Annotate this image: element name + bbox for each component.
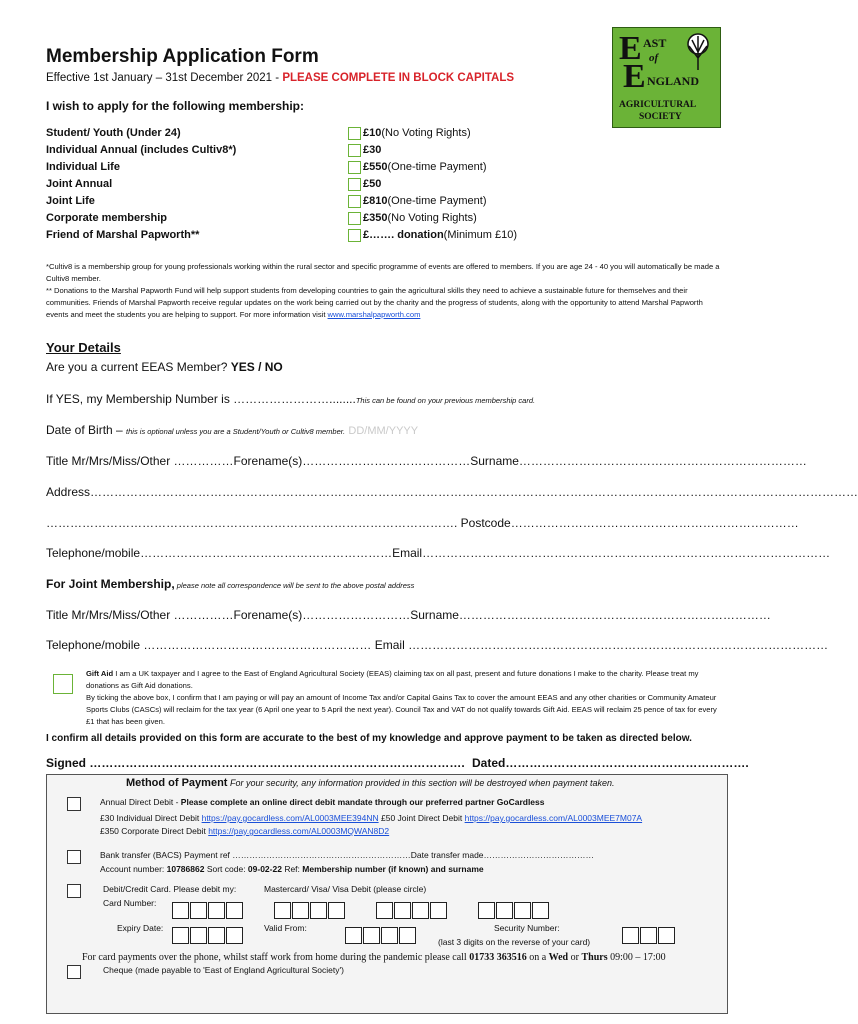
logo-text-society: SOCIETY xyxy=(639,112,682,122)
card-label: Debit/Credit Card. Please debit my: xyxy=(103,884,237,894)
bacs-field[interactable]: Bank transfer (BACS) Payment ref ………………………………………………………Date transfer made………………………………… xyxy=(100,850,595,860)
checkbox-direct-debit[interactable] xyxy=(67,797,81,811)
page-title: Membership Application Form xyxy=(46,46,319,67)
payment-section xyxy=(46,774,728,1014)
checkbox-joint-annual[interactable] xyxy=(348,178,361,191)
card-number-group-4[interactable] xyxy=(478,902,550,919)
valid-from-label: Valid From: xyxy=(264,923,307,933)
joint-heading: For Joint Membership, please note all correspondence will be sent to the above postal address xyxy=(46,577,415,591)
joint-title-name-field[interactable]: Title Mr/Mrs/Miss/Other ……………Forename(s)………………………Surname…………………………………………………………………… xyxy=(46,608,771,622)
logo-text-agricultural: AGRICULTURAL xyxy=(619,100,697,110)
membership-number-field[interactable]: If YES, my Membership Number is ……………………........This can be found on your previous membership card. xyxy=(46,392,536,406)
logo-text-of: of xyxy=(649,52,659,64)
effective-dates: Effective 1st January – 31st December 2021 - PLEASE COMPLETE IN BLOCK CAPITALS xyxy=(46,72,515,84)
bank-details: Account number: 10786862 Sort code: 09-02-22 Ref: Membership number (if known) and surname xyxy=(100,864,484,874)
corporate-dd-link[interactable]: https://pay.gocardless.com/AL0003MQWAN8D2 xyxy=(208,826,390,836)
checkbox-friend-papworth[interactable] xyxy=(348,229,361,242)
expiry-label: Expiry Date: xyxy=(117,923,164,933)
membership-notes xyxy=(46,261,726,321)
cultiv8-note: *Cultiv8 is a membership group for young professionals working within the rural sector and specific programme of events are offered to members. If you are age 24 - 40 you will automatically be made a Cultiv8 member. xyxy=(46,262,720,283)
yes-no-option[interactable]: YES / NO xyxy=(230,360,283,374)
papworth-note: ** Donations to the Marshal Papworth Fund will help support students from developing countries to gain the agricultural skills they need to achieve a sustainable future for themselves and their communities. Friends of Marshal Papworth receive regular updates on the work being carried out by the charity and the progress of students, along with the opportunity to attend Marshal Papworth events and meet the students you are helping to support. For more information visit www.marshalpapworth.com xyxy=(46,286,703,319)
gift-aid-text: Gift Aid I am a UK taxpayer and I agree to the East of England Agricultural Society (EEAS) claiming tax on all past, present and future donations I make to the charity. Please treat my donations as Gift Aid donations. By ticking the above box, I confirm that I am paying or will pay an amount of Income Tax and/or Capital Gains Tax to cover the amount EEAS and any other charities or Community Amateur Sports Clubs (CASCs) will reclaim for the tax year (6 April one year to 5 April the next year). Council Tax and VAT do not qualify towards Gift Aid. EEAS will reclaim 25 pence of tax for every £1 that has been given. xyxy=(86,669,717,726)
membership-corporate: Corporate membership xyxy=(46,212,168,224)
postcode-field[interactable]: …………………………………………………………………………………………. Postcode……………………………………………………………… xyxy=(46,516,799,530)
checkbox-cheque[interactable] xyxy=(67,965,81,979)
price-row: £10 (No Voting Rights) xyxy=(348,125,471,141)
price-row: £……. donation (Minimum £10) xyxy=(348,227,517,243)
checkbox-student[interactable] xyxy=(348,127,361,140)
membership-joint-life: Joint Life xyxy=(46,195,95,207)
address-field[interactable]: Address………………………………………………………………………………………………………………………………………………………………………… xyxy=(46,485,858,499)
your-details-heading: Your Details xyxy=(46,340,121,355)
price-row: £550 (One-time Payment) xyxy=(348,159,487,175)
card-number-label: Card Number: xyxy=(103,898,157,908)
checkbox-bacs[interactable] xyxy=(67,850,81,864)
dated-field[interactable]: Dated……………………………………………………. xyxy=(472,756,749,770)
logo-text-ngland: NGLAND xyxy=(647,74,700,88)
direct-debit-links-row2: £350 Corporate Direct Debit https://pay.gocardless.com/AL0003MQWAN8D2 xyxy=(100,826,390,836)
security-hint: (last 3 digits on the reverse of your card) xyxy=(438,937,591,947)
phone-email-field[interactable]: Telephone/mobile………………………………………………………Email………………………………………………………………………………………… xyxy=(46,546,831,560)
price-row: £350 (No Voting Rights) xyxy=(348,210,477,226)
checkbox-individual-annual[interactable] xyxy=(348,144,361,157)
title-name-field[interactable]: Title Mr/Mrs/Miss/Other ……………Forename(s)……………………………………Surname……………………………………………………………… xyxy=(46,454,807,468)
price-row: £50 xyxy=(348,176,381,192)
cheque-label: Cheque (made payable to 'East of England Agricultural Society') xyxy=(103,965,344,975)
card-types[interactable]: Mastercard/ Visa/ Visa Debit (please circle) xyxy=(264,884,427,894)
gift-aid-checkbox[interactable] xyxy=(53,674,73,694)
papworth-link[interactable]: www.marshalpapworth.com xyxy=(327,310,421,319)
individual-dd-link[interactable]: https://pay.gocardless.com/AL0003MEE394NN xyxy=(201,813,379,823)
joint-phone-email-field[interactable]: Telephone/mobile ………………………………………………… Email …………………………………………………………………………………………… xyxy=(46,638,829,652)
membership-friend-papworth: Friend of Marshal Papworth** xyxy=(46,229,200,241)
joint-dd-link[interactable]: https://pay.gocardless.com/AL0003MEE7M07A xyxy=(464,813,643,823)
membership-joint-annual: Joint Annual xyxy=(46,178,113,190)
logo-letter-e2: E xyxy=(623,58,646,95)
payment-heading: Method of Payment For your security, any information provided in this section will be destroyed when payment taken. xyxy=(126,777,615,789)
direct-debit-label: Annual Direct Debit - Please complete an online direct debit mandate through our preferred partner GoCardless xyxy=(100,797,545,807)
card-number-group-3[interactable] xyxy=(376,902,448,919)
wheat-sheaf-icon xyxy=(679,32,717,72)
current-member-question: Are you a current EEAS Member? YES / NO xyxy=(46,360,283,374)
checkbox-corporate[interactable] xyxy=(348,212,361,225)
security-number-boxes[interactable] xyxy=(622,927,676,944)
expiry-date-boxes[interactable] xyxy=(172,927,244,944)
direct-debit-links-row1: £30 Individual Direct Debit https://pay.gocardless.com/AL0003MEE394NN £50 Joint Direct Debit https://pay.gocardless.com/AL0003MEE7M07A xyxy=(100,813,643,823)
price-row: £810 (One-time Payment) xyxy=(348,193,487,209)
card-number-group-1[interactable] xyxy=(172,902,244,919)
membership-individual-life: Individual Life xyxy=(46,161,120,173)
card-number-group-2[interactable] xyxy=(274,902,346,919)
apply-label: I wish to apply for the following membership: xyxy=(46,99,305,113)
checkbox-card[interactable] xyxy=(67,884,81,898)
security-label: Security Number: xyxy=(494,923,560,933)
signed-field[interactable]: Signed …………………………………………………………………………………. xyxy=(46,756,465,770)
dob-placeholder: DD/MM/YYYY xyxy=(348,425,419,437)
logo-text-ast: AST xyxy=(643,36,667,50)
block-capitals-warning: PLEASE COMPLETE IN BLOCK CAPITALS xyxy=(282,72,515,84)
checkbox-joint-life[interactable] xyxy=(348,195,361,208)
membership-individual-annual: Individual Annual (includes Cultiv8*) xyxy=(46,144,237,156)
valid-from-boxes[interactable] xyxy=(345,927,417,944)
confirm-statement: I confirm all details provided on this form are accurate to the best of my knowledge and approve payment to be taken as directed below. xyxy=(46,733,692,744)
eeas-logo xyxy=(612,27,721,128)
price-row: £30 xyxy=(348,142,381,158)
logo-letter-e1: E xyxy=(619,30,642,67)
checkbox-individual-life[interactable] xyxy=(348,161,361,174)
membership-student: Student/ Youth (Under 24) xyxy=(46,127,181,139)
dob-field[interactable]: Date of Birth – this is optional unless you are a Student/Youth or Cultiv8 member. DD/MM/YYYY xyxy=(46,423,419,437)
phone-payment-note: For card payments over the phone, whilst staff work from home during the pandemic please call 01733 363516 on a Wed or Thurs 09:00 – 17:00 xyxy=(82,952,666,963)
